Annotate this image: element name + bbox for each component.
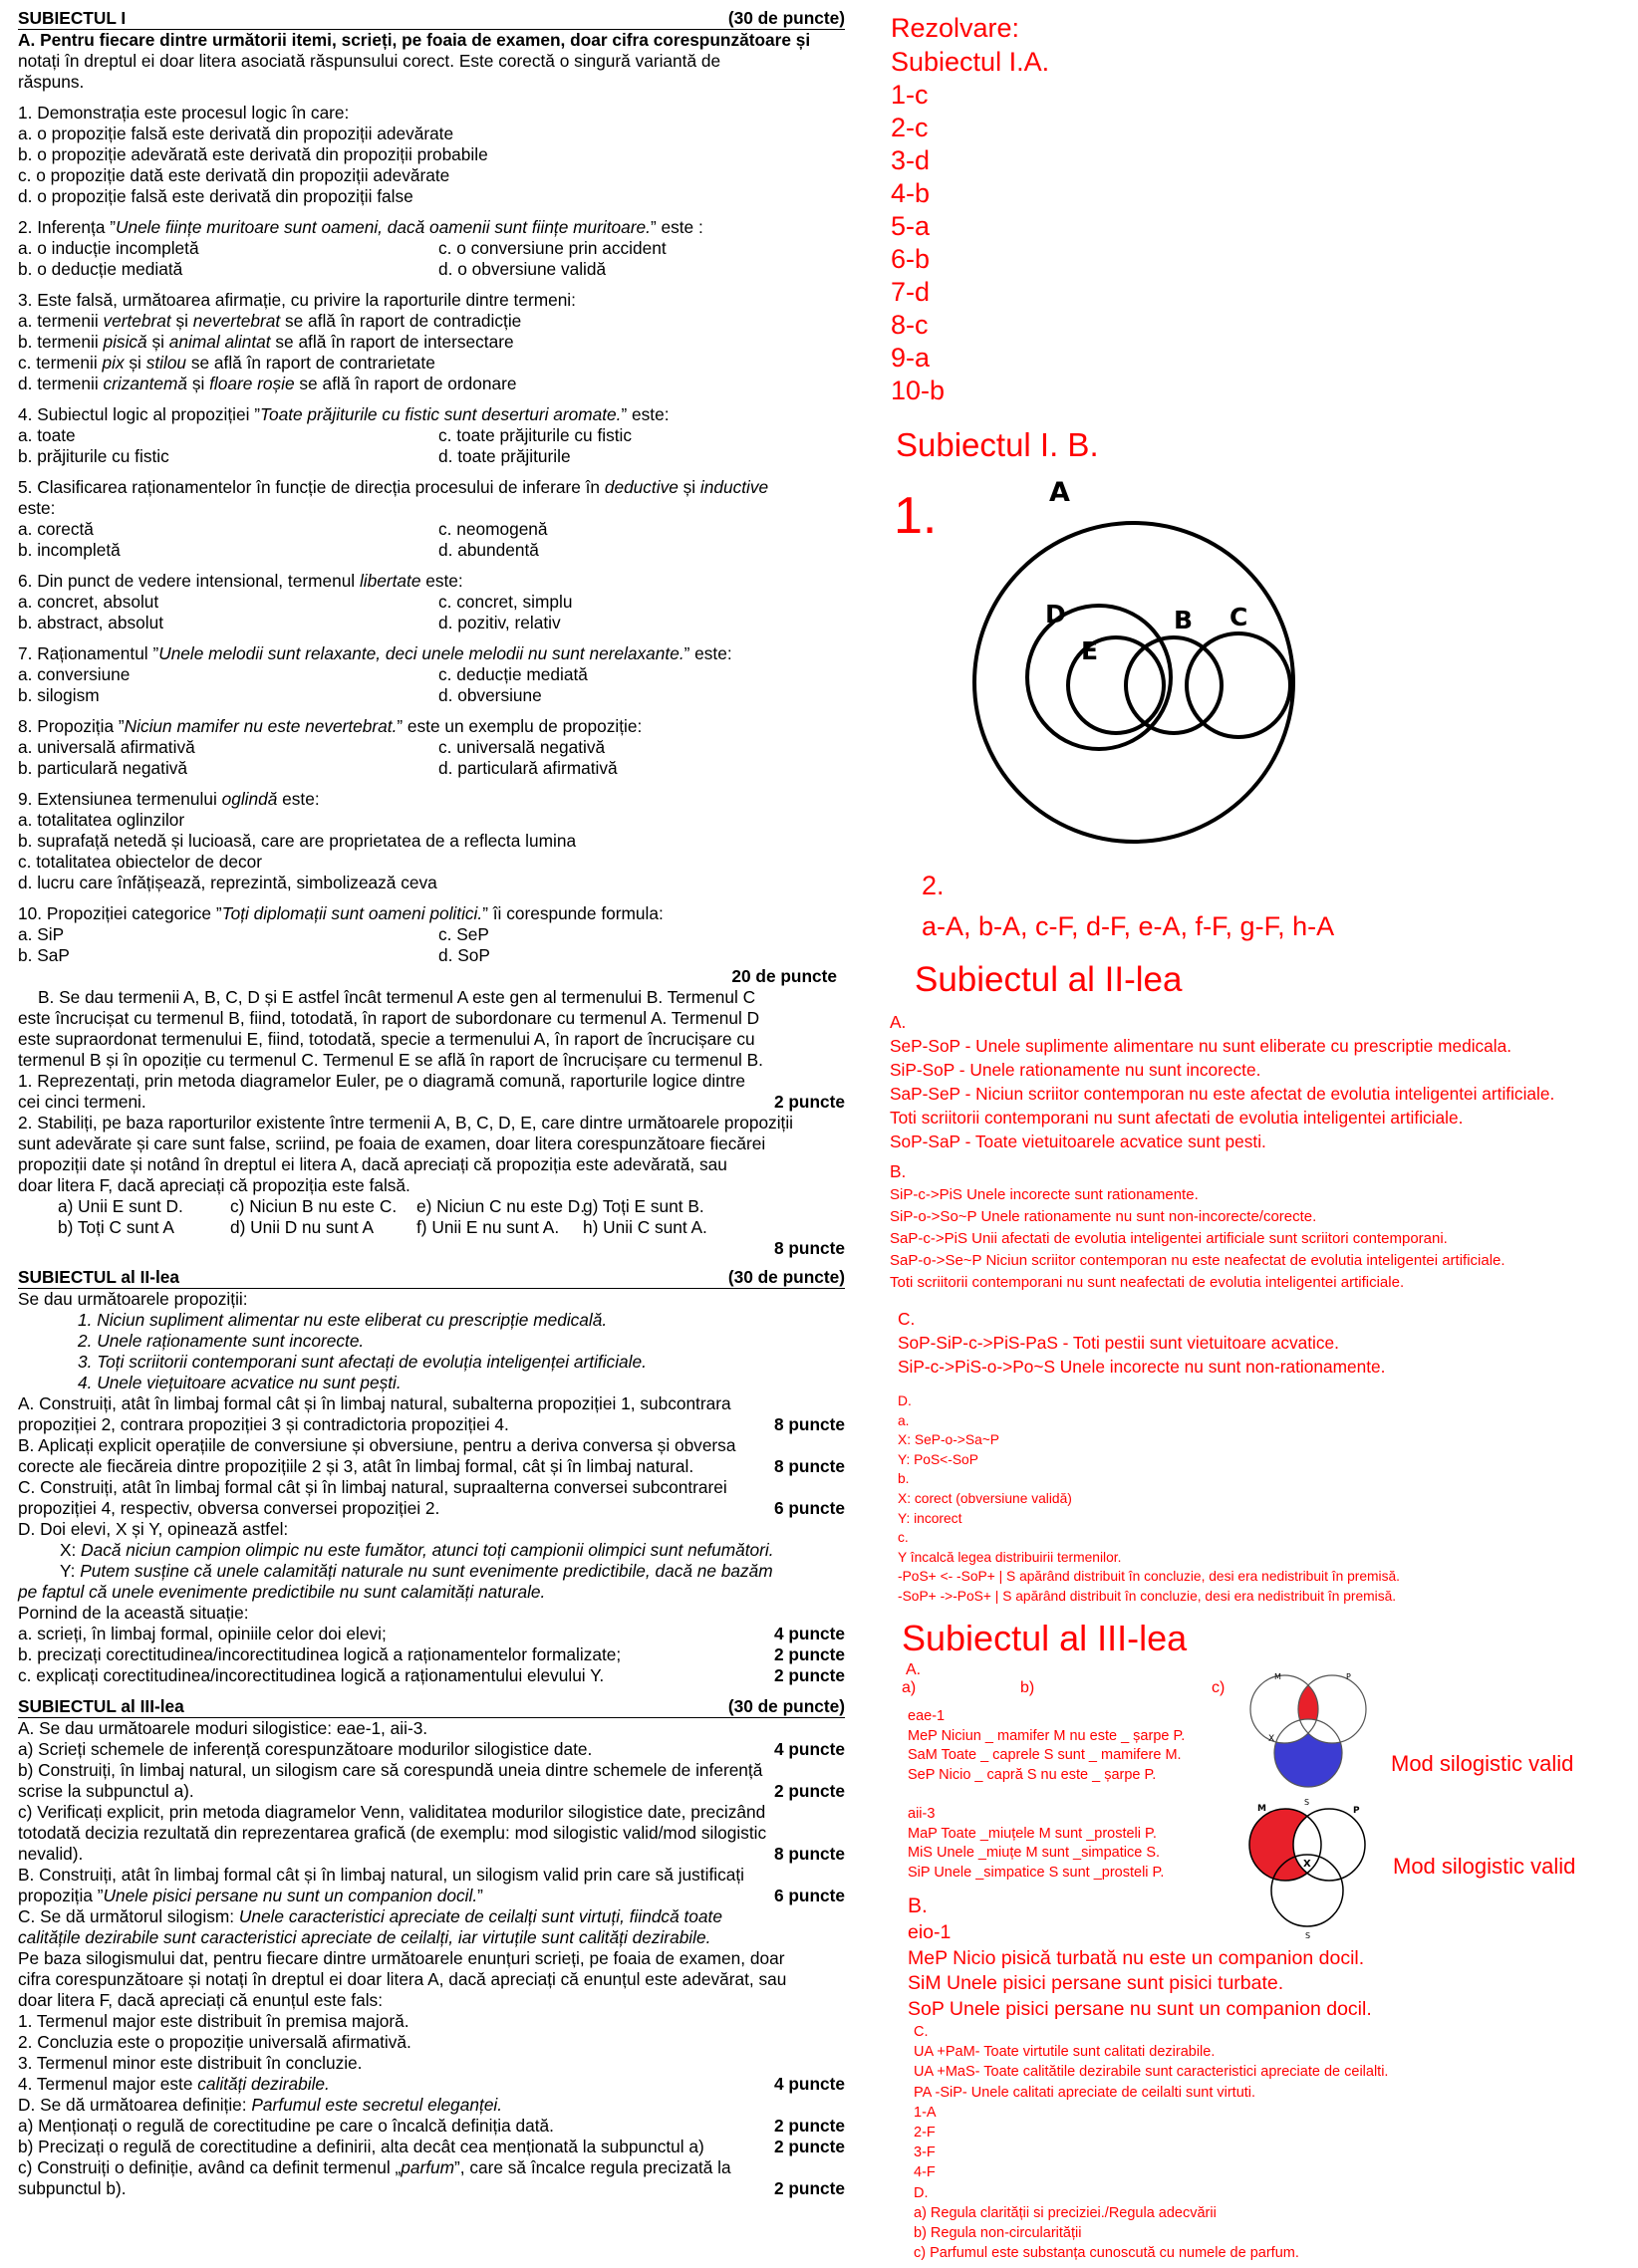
text-line: c) Construiți o definiție, având ca definit termenul „parfum”, care să încalce regula precizată la bbox=[18, 2157, 731, 2177]
option: c. concret, simplu bbox=[438, 592, 573, 612]
option: d. toate prăjiturile bbox=[438, 446, 571, 466]
option: d. particulară afirmativă bbox=[438, 758, 618, 778]
question-stem: 8. Propoziția ”Niciun mamifer nu este nevertebrat.” este un exemplu de propoziție: bbox=[18, 716, 643, 736]
s1b-answers: a-A, b-A, c-F, d-F, e-A, f-F, g-F, h-A bbox=[922, 911, 1335, 941]
s3-d-line: b) Regula non-circularității bbox=[914, 2225, 1082, 2242]
answer: 2-c bbox=[891, 113, 929, 142]
valid-text: Mod silogistic valid bbox=[1391, 1751, 1574, 1776]
text-line: 2. Concluzia este o propoziție universală afirmativă. bbox=[18, 2032, 411, 2052]
option: a. o propoziție falsă este derivată din propoziții adevărate bbox=[18, 124, 454, 143]
s3-cd-block bbox=[914, 2022, 1388, 2263]
section-title: SUBIECTUL I bbox=[18, 8, 127, 28]
exam-sheet bbox=[18, 8, 845, 2199]
text-line: D. Se dă următoarea definiție: Parfumul este secretul eleganței. bbox=[18, 2095, 503, 2115]
answer: 7-d bbox=[891, 277, 931, 307]
question-10 bbox=[18, 903, 845, 966]
s3-d-line: a) Regula clarității si preciziei./Regula adecvării bbox=[914, 2204, 1217, 2221]
label-X: X bbox=[1268, 1734, 1275, 1744]
s1-a-intro bbox=[18, 30, 845, 93]
option: b. abstract, absolut bbox=[18, 613, 164, 632]
student-x: X: Dacă niciun campion olimpic nu este fumător, atunci toți campionii olimpici sunt nefumători. bbox=[60, 1540, 774, 1560]
s2-d-line: X: corect (obversiune validă) bbox=[898, 1490, 1072, 1506]
points-row: subpunctul b). 2 puncte bbox=[18, 2178, 845, 2198]
s2-b-label: B. bbox=[890, 1161, 907, 1181]
label-B: B bbox=[1174, 606, 1194, 634]
option: b. incompletă bbox=[18, 540, 121, 560]
label-C: C bbox=[1229, 603, 1248, 631]
aii-line: SiP Unele _simpatice S sunt _prosteli P. bbox=[908, 1864, 1165, 1881]
s1b-num-1: 1. bbox=[894, 487, 938, 545]
option: b. prăjiturile cu fistic bbox=[18, 446, 169, 466]
b2-items: a) Unii E sunt D. c) Niciun B nu este C. e) Niciun C nu este D. g) Toți E sunt B. b) Toți C sunt A d) Unii D nu sunt A f) Unii E nu sunt A. h) Unii C sunt A. bbox=[58, 1196, 707, 1237]
question-stem: 4. Subiectul logic al propoziției ”Toate prăjiturile cu fistic sunt deserturi aromate.” este: bbox=[18, 404, 670, 424]
question-9 bbox=[18, 789, 845, 893]
s2-d-line: X: SeP-o->Sa~P bbox=[898, 1432, 1000, 1448]
answer: 1-c bbox=[891, 80, 929, 110]
option: a. o inducție incompletă bbox=[18, 238, 199, 258]
s3-title: Subiectul al III-lea bbox=[902, 1618, 1188, 1658]
answer: 4-b bbox=[891, 178, 931, 208]
question-stem: 10. Propoziției categorice ”Toți diplomații sunt oameni politici.” îi corespunde formula: bbox=[18, 903, 664, 923]
points-row: propoziției 4, respectiv, obversa conversei propoziției 2. 6 puncte bbox=[18, 1498, 845, 1518]
question-stem: 9. Extensiunea termenului oglindă este: bbox=[18, 789, 320, 809]
s2-a-label: A. bbox=[890, 1012, 907, 1032]
option: a. toate bbox=[18, 425, 76, 445]
s3-c-line: 2-F bbox=[914, 2125, 936, 2142]
answer: 8-c bbox=[891, 310, 929, 340]
option: d. SoP bbox=[438, 945, 490, 965]
option: b. SaP bbox=[18, 945, 70, 965]
s2-d-line: D. bbox=[898, 1393, 912, 1408]
option: a. universală afirmativă bbox=[18, 737, 195, 757]
text-line: doar litera F, dacă apreciați că propoziția este falsă. bbox=[18, 1175, 410, 1195]
question-6 bbox=[18, 571, 845, 633]
text-line: b) Construiți, în limbaj natural, un silogism care să corespundă uneia dintre schemele de inferență bbox=[18, 1760, 763, 1780]
eae-line: SaM Toate _ caprele S sunt _ mamifere M. bbox=[908, 1747, 1182, 1763]
section-1-header bbox=[18, 8, 845, 30]
s2-d-line: c. bbox=[898, 1530, 909, 1546]
text-line: totodată decizia rezultată din reprezentarea grafică (de exemplu: mod silogistic valid/mod silogistic bbox=[18, 1823, 767, 1843]
option: d. lucru care înfățișează, reprezintă, simbolizează ceva bbox=[18, 873, 437, 892]
option: d. termenii crizantemă și floare roșie se află în raport de ordonare bbox=[18, 374, 517, 393]
text-line: C. Se dă următorul silogism: Unele caracteristici apreciate de ceilalți sunt virtuți, fiindcă toate bbox=[18, 1906, 722, 1926]
s2-a-line: SiP-SoP - Unele rationamente nu sunt incorecte. bbox=[890, 1060, 1261, 1080]
text-line: Se dau următoarele propoziții: bbox=[18, 1289, 248, 1309]
s1-b bbox=[18, 987, 845, 1259]
eae-line: SeP Nicio _ capră S nu este _ șarpe P. bbox=[908, 1766, 1157, 1783]
proposition: 2. Unele raționamente sunt incorecte. bbox=[78, 1331, 365, 1351]
text-line: este supraordonat termenului E, fiind, totodată, specie a termenului A, în raport de încrucișare cu bbox=[18, 1029, 755, 1049]
s3-b-label: B. bbox=[908, 1894, 928, 1917]
s2-b-line: SaP-o->Se~P Niciun scriitor contemporan nu este neafectat de evolutia inteligentei artificiale. bbox=[890, 1252, 1505, 1269]
points-row: c. explicați corectitudinea/incorectitudinea logică a raționamentului elevului Y. 2 puncte bbox=[18, 1665, 845, 1685]
s2-c-line: SiP-c->PiS-o->Po~S Unele incorecte nu sunt non-rationamente. bbox=[898, 1357, 1386, 1377]
s2-a-line: SaP-SeP - Niciun scriitor contemporan nu este afectat de evolutia inteligentei artificiale. bbox=[890, 1084, 1555, 1104]
label-P: P bbox=[1346, 1672, 1351, 1681]
s2-c-label: C. bbox=[898, 1309, 916, 1329]
section-title: SUBIECTUL al II-lea bbox=[18, 1267, 179, 1287]
question-stem: 5. Clasificarea raționamentelor în funcție de direcția procesului de inferare în deductive și inductive bbox=[18, 477, 769, 497]
option: a. termenii vertebrat și nevertebrat se află în raport de contradicție bbox=[18, 311, 522, 331]
label-D: D bbox=[1045, 600, 1066, 629]
section-title: SUBIECTUL al III-lea bbox=[18, 1696, 184, 1716]
label-E: E bbox=[1081, 636, 1099, 665]
s2-d-line: a. bbox=[898, 1412, 910, 1428]
s3-aii-block bbox=[908, 1805, 1164, 1883]
question-stem: este: bbox=[18, 498, 56, 518]
s3-c-line: C. bbox=[914, 2024, 929, 2040]
text-line: este încrucișat cu termenul B, fiind, totodată, în raport de subordonare cu termenul A. Termenul D bbox=[18, 1008, 760, 1028]
option: d. o obversiune validă bbox=[438, 259, 607, 279]
option: c. o propoziție dată este derivată din propoziții adevărate bbox=[18, 165, 450, 185]
option: b. o deducție mediată bbox=[18, 259, 183, 279]
b2-points: 8 puncte bbox=[773, 1238, 845, 1258]
text-line: c) Verificați explicit, prin metoda diagramelor Venn, validitatea modurilor silogistice date, precizând bbox=[18, 1802, 766, 1822]
s2-d-line: Y: incorect bbox=[898, 1510, 962, 1526]
label-S: S bbox=[1304, 1798, 1310, 1807]
points-row: 4. Termenul major este calități dezirabile. 4 puncte bbox=[18, 2074, 845, 2094]
eio-line: MeP Nicio pisică turbată nu este un companion docil. bbox=[908, 1946, 1365, 1969]
question-stem: 2. Inferența ”Unele ființe muritoare sunt oameni, dacă oamenii sunt ființe muritoare.” este : bbox=[18, 217, 703, 237]
text-line: 3. Termenul minor este distribuit în concluzie. bbox=[18, 2053, 363, 2073]
intro-line: notați în dreptul ei doar litera asociată răspunsului corect. Este corectă o singură variantă de bbox=[18, 51, 721, 71]
option: c. SeP bbox=[438, 924, 489, 944]
s3-abc-c: c) bbox=[1212, 1679, 1226, 1696]
question-2 bbox=[18, 217, 845, 280]
s3-c-line: PA -SiP- Unele calitati apreciate de ceilalti sunt virtuti. bbox=[914, 2084, 1256, 2101]
s2-d-line: Y încalcă legea distribuirii termenilor. bbox=[898, 1549, 1122, 1565]
option: c. termenii pix și stilou se află în raport de contrarietate bbox=[18, 353, 435, 373]
option: c. totalitatea obiectelor de decor bbox=[18, 852, 262, 872]
points-row: b. precizați corectitudinea/incorectitudinea logică a raționamentelor formalizate; 2 puncte bbox=[18, 1644, 845, 1664]
points-row: a. scrieți, în limbaj formal, opiniile celor doi elevi; 4 puncte bbox=[18, 1624, 845, 1643]
eio-line: eio-1 bbox=[908, 1921, 952, 1943]
option: c. toate prăjiturile cu fistic bbox=[438, 425, 633, 445]
text-line: Pornind de la această situație: bbox=[18, 1603, 249, 1623]
question-5 bbox=[18, 477, 845, 561]
s3-abc-a: a) bbox=[902, 1679, 917, 1696]
text-line: propoziții date și notând în dreptul ei litera A, dacă apreciați că propoziția este adevărată, sau bbox=[18, 1154, 727, 1174]
s3-abc-b: b) bbox=[1020, 1679, 1035, 1696]
intro-line: A. Pentru fiecare dintre următorii itemi, scrieți, pe foaia de examen, doar cifra corespunzătoare și bbox=[18, 30, 811, 50]
aii-line: MaP Toate _miuțele M sunt _prosteli P. bbox=[908, 1825, 1157, 1842]
answer: 6-b bbox=[891, 244, 931, 274]
option: a. totalitatea oglinzilor bbox=[18, 810, 185, 830]
s2-d-line: -PoS+ <- -SoP+ | S apărând distribuit în concluzie, desi era nedistribuit în premisă. bbox=[898, 1569, 1400, 1585]
proposition: 4. Unele viețuitoare acvatice nu sunt pești. bbox=[78, 1373, 402, 1392]
answer: 9-a bbox=[891, 343, 931, 373]
s2-b-line: SaP-c->PiS Unii afectati de evolutia inteligentei artificiale sunt scriitori contemporani. bbox=[890, 1230, 1448, 1247]
question-stem: 7. Raționamentul ”Unele melodii sunt relaxante, deci unele melodii nu sunt nerelaxante.” este: bbox=[18, 643, 732, 663]
label-P: P bbox=[1353, 1806, 1360, 1816]
circle-C bbox=[1187, 633, 1290, 737]
rezolvare-title: Rezolvare: bbox=[891, 13, 1020, 43]
option: a. SiP bbox=[18, 924, 65, 944]
label-M: M bbox=[1274, 1672, 1281, 1681]
s1b-title: Subiectul I. B. bbox=[896, 426, 1099, 463]
option: c. universală negativă bbox=[438, 737, 606, 757]
euler-diagram bbox=[950, 478, 1318, 847]
text-line: termenul B și în opoziție cu termenul C. Termenul E se află în raport de încrucișare cu termenul B. bbox=[18, 1050, 763, 1070]
question-8 bbox=[18, 716, 845, 779]
points-row: propoziției 2, contrara propoziției 3 și contradictoria propoziției 4. 8 puncte bbox=[18, 1414, 845, 1434]
s2-body bbox=[18, 1289, 845, 1686]
s3-c-line: UA +PaM- Toate virtutile sunt calitati dezirabile. bbox=[914, 2044, 1216, 2061]
option: b. particulară negativă bbox=[18, 758, 188, 778]
question-4 bbox=[18, 404, 845, 467]
s3-c-line: 1-A bbox=[914, 2104, 937, 2121]
question-1 bbox=[18, 103, 845, 207]
text-line: 1. Termenul major este distribuit în premisa majoră. bbox=[18, 2011, 410, 2031]
intro-line: răspuns. bbox=[18, 72, 85, 92]
label-S: S bbox=[1305, 1931, 1311, 1940]
s2-d-line: b. bbox=[898, 1471, 910, 1487]
eae-line: eae-1 bbox=[908, 1708, 946, 1724]
s3-d-line: D. bbox=[914, 2184, 929, 2201]
eio-line: SoP Unele pisici persane nu sunt un companion docil. bbox=[908, 1997, 1372, 2020]
s3-d-line: c) Parfumul este substanța cunoscută cu numele de parfum. bbox=[914, 2245, 1299, 2262]
section-points: (30 de puncte) bbox=[727, 8, 845, 28]
question-stem: 3. Este falsă, următoarea afirmație, cu privire la raporturile dintre termeni: bbox=[18, 290, 576, 310]
option: d. obversiune bbox=[438, 685, 542, 705]
s1b-num-2: 2. bbox=[922, 871, 945, 900]
answer: 5-a bbox=[891, 211, 931, 241]
points-row: nevalid). 8 puncte bbox=[18, 1844, 845, 1864]
label-X: X bbox=[1303, 1859, 1311, 1870]
s2-a-line: Toti scriitorii contemporani nu sunt afectati de evolutia inteligentei artificiale. bbox=[890, 1108, 1464, 1128]
option: a. corectă bbox=[18, 519, 94, 539]
section-3-header bbox=[18, 1696, 845, 1718]
s2-b-line: Toti scriitorii contemporani nu sunt neafectati de evolutia inteligentei artificiale. bbox=[890, 1274, 1405, 1291]
label-A: A bbox=[1049, 478, 1070, 508]
question-7 bbox=[18, 643, 845, 706]
option: d. abundentă bbox=[438, 540, 539, 560]
option: c. deducție mediată bbox=[438, 664, 588, 684]
option: b. o propoziție adevărată este derivată din propoziții probabile bbox=[18, 144, 488, 164]
points-row: a) Menționați o regulă de corectitudine pe care o încalcă definiția dată. 2 puncte bbox=[18, 2116, 845, 2136]
question-3 bbox=[18, 290, 845, 394]
s3-c-line: UA +MaS- Toate calitătile dezirabile sunt caracteristici apreciate de ceilalti. bbox=[914, 2064, 1389, 2081]
valid-text: Mod silogistic valid bbox=[1393, 1854, 1576, 1879]
text-line: sunt adevărate și care sunt false, scriind, pe foaia de examen, doar litera corespunzătoare fiecărei bbox=[18, 1134, 766, 1153]
eae-line: MeP Niciun _ mamifer M nu este _ șarpe P. bbox=[908, 1727, 1186, 1744]
venn-eae-1 bbox=[1238, 1669, 1378, 1809]
section-points: (30 de puncte) bbox=[727, 1696, 845, 1716]
text-line: D. Doi elevi, X și Y, opinează astfel: bbox=[18, 1519, 289, 1539]
label-M: M bbox=[1257, 1804, 1266, 1814]
text-line: Pe baza silogismului dat, pentru fiecare dintre următoarele enunțuri scrieți, pe foaia de examen, doar bbox=[18, 1948, 785, 1968]
s2-title: Subiectul al II-lea bbox=[915, 960, 1183, 999]
aii-line: aii-3 bbox=[908, 1806, 936, 1822]
text-line: doar litera F, dacă apreciați că enunțul este fals: bbox=[18, 1990, 383, 2010]
points-row: a) Scrieți schemele de inferență corespunzătoare modurilor silogistice date. 4 puncte bbox=[18, 1739, 845, 1759]
circle-A bbox=[974, 523, 1293, 842]
question-stem: 1. Demonstrația este procesul logic în care: bbox=[18, 103, 350, 123]
proposition: 3. Toți scriitorii contemporani sunt afectați de evoluția inteligenței artificiale. bbox=[78, 1352, 647, 1372]
student-y: Y: Putem susține că unele calamități naturale nu sunt evenimente predictibile, dacă ne bazăm bbox=[60, 1561, 773, 1581]
section-points: (30 de puncte) bbox=[727, 1267, 845, 1287]
s2-d-line: Y: PoS<-SoP bbox=[898, 1451, 978, 1467]
option: a. concret, absolut bbox=[18, 592, 159, 612]
text-line: 2. Stabiliți, pe baza raporturilor existente între termenii A, B, C, D, E, care dintre următoarele propoziții bbox=[18, 1113, 794, 1133]
text-line: B. Aplicați explicit operațiile de conversiune și obversiune, pentru a deriva conversa și obversa bbox=[18, 1435, 736, 1455]
s3-c-line: 3-F bbox=[914, 2144, 936, 2161]
option: b. termenii pisică și animal alintat se află în raport de intersectare bbox=[18, 332, 514, 352]
text-line: cifra corespunzătoare și notați în dreptul ei doar litera A, dacă apreciați că enunțul este adevărat, sau bbox=[18, 1969, 787, 1989]
option: c. o conversiune prin accident bbox=[438, 238, 667, 258]
s3-a-label: A. bbox=[906, 1661, 922, 1678]
s2-c-line: SoP-SiP-c->PiS-PaS - Toti pestii sunt vietuitoare acvatice. bbox=[898, 1333, 1339, 1353]
s2-d-line: -SoP+ ->-PoS+ | S apărând distribuit în concluzie, desi era nedistribuit în premisă. bbox=[898, 1588, 1397, 1604]
points-row: cei cinci termeni. 2 puncte bbox=[18, 1092, 845, 1112]
s3-body bbox=[18, 1718, 845, 2199]
s1-b-points: 20 de puncte bbox=[731, 966, 837, 986]
s2-a-line: SeP-SoP - Unele suplimente alimentare nu sunt eliberate cu prescriptie medicala. bbox=[890, 1036, 1512, 1056]
points-row: corecte ale fiecăreia dintre propozițiile 2 și 3, atât în limbaj formal, cât și în limbaj natural. 8 puncte bbox=[18, 1456, 845, 1476]
s2-b-line: SiP-o->So~P Unele rationamente nu sunt non-incorecte/corecte. bbox=[890, 1208, 1317, 1225]
text-line: C. Construiți, atât în limbaj formal cât și în limbaj natural, supraalterna conversei subcontrarei bbox=[18, 1477, 727, 1497]
s2-a-line: SoP-SaP - Toate vietuitoarele acvatice sunt pesti. bbox=[890, 1132, 1266, 1151]
s2-b-line: SiP-c->PiS Unele incorecte sunt rationamente. bbox=[890, 1186, 1199, 1203]
option: a. conversiune bbox=[18, 664, 131, 684]
s3-eae-block bbox=[908, 1707, 1185, 1785]
option: b. silogism bbox=[18, 685, 100, 705]
points-row: b) Precizați o regulă de corectitudine a definirii, alta decât cea menționată la subpunctul a) 2 puncte bbox=[18, 2137, 845, 2156]
proposition: 1. Niciun supliment alimentar nu este eliberat cu prescripție medicală. bbox=[78, 1310, 608, 1330]
section-2-header bbox=[18, 1267, 845, 1289]
text-line: 1. Reprezentați, prin metoda diagramelor Euler, pe o diagramă comună, raporturile logice dintre bbox=[18, 1071, 746, 1091]
text-line: A. Se dau următoarele moduri silogistice: eae-1, aii-3. bbox=[18, 1718, 428, 1738]
points-row: scrise la subpunctul a). 2 puncte bbox=[18, 1781, 845, 1801]
option: d. o propoziție falsă este derivată din propoziții false bbox=[18, 186, 413, 206]
text-line: A. Construiți, atât în limbaj formal cât și în limbaj natural, subalterna propoziției 1, subcontrara bbox=[18, 1393, 731, 1413]
answer: 3-d bbox=[891, 145, 931, 175]
circle-B bbox=[1126, 637, 1222, 733]
s3-b-block bbox=[908, 1920, 1372, 2022]
answer: 10-b bbox=[891, 376, 946, 405]
eio-line: SiM Unele pisici persane sunt pisici turbate. bbox=[908, 1972, 1284, 1995]
s1a-title: Subiectul I.A. bbox=[891, 47, 1050, 77]
text-line: pe faptul că unele evenimente predictibile nu sunt calamități naturale. bbox=[18, 1582, 546, 1602]
s3-c-line: 4-F bbox=[914, 2164, 936, 2181]
option: d. pozitiv, relativ bbox=[438, 613, 561, 632]
option: b. suprafață netedă și lucioasă, care are proprietatea de a reflecta lumina bbox=[18, 831, 577, 851]
text-line: calitățile dezirabile sunt caracteristici apreciate de ceilalți, iar virtuțile sunt calități dezirabile. bbox=[18, 1927, 711, 1947]
points-row: propoziția ”Unele pisici persane nu sunt un companion docil.” 6 puncte bbox=[18, 1886, 845, 1905]
option: c. neomogenă bbox=[438, 519, 548, 539]
question-stem: 6. Din punct de vedere intensional, termenul libertate este: bbox=[18, 571, 463, 591]
text-line: B. Se dau termenii A, B, C, D și E astfel încât termenul A este gen al termenului B. Termenul C bbox=[38, 987, 756, 1007]
text-line: B. Construiți, atât în limbaj formal cât și în limbaj natural, un silogism valid prin care să justificați bbox=[18, 1865, 744, 1885]
s2-d-block bbox=[898, 1391, 1400, 1607]
aii-line: MiS Unele _miuțe M sunt _simpatice S. bbox=[908, 1845, 1161, 1861]
